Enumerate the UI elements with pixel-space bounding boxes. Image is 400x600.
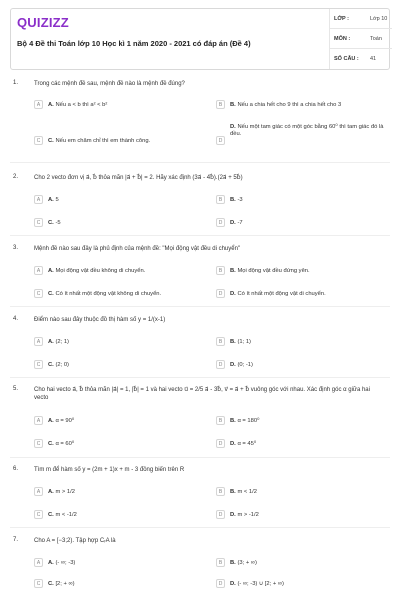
option-letter: D	[216, 218, 225, 227]
option-label: D.	[230, 362, 236, 368]
question-divider	[10, 377, 390, 378]
option-text: (0; -1)	[237, 362, 253, 368]
option-label: B.	[230, 102, 236, 108]
question-number: 2.	[13, 174, 19, 180]
option-label: D.	[230, 220, 236, 226]
option-label: D.	[230, 441, 236, 447]
option-letter: B	[216, 195, 225, 204]
meta-row-subject	[330, 29, 392, 49]
option-letter: A	[34, 487, 43, 496]
option-letter: D	[216, 510, 225, 519]
option-text: 5	[55, 197, 59, 203]
option-text: Nếu một tam giác có một góc bằng 60⁰ thì tam giác đó là đều.	[230, 124, 384, 137]
meta-key: LỚP :	[334, 16, 349, 22]
option-text: Có ít nhất một động vật di chuyển.	[237, 291, 326, 297]
option-letter: C	[34, 218, 43, 227]
option-letter: B	[216, 266, 225, 275]
option-letter: D	[216, 439, 225, 448]
option-letter: C	[34, 439, 43, 448]
option-label: B.	[230, 268, 236, 274]
option-letter: D	[216, 136, 225, 145]
option-text: m > -1/2	[237, 512, 259, 518]
option-letter: A	[34, 266, 43, 275]
question-2	[10, 174, 392, 234]
option-label: D.	[230, 512, 236, 518]
question-1	[10, 80, 392, 150]
question-divider	[10, 527, 390, 528]
option-text: α = 180⁰	[237, 418, 260, 424]
option-text: Nếu a chia hết cho 9 thì a chia hết cho 3	[237, 102, 342, 108]
question-text: Mệnh đề nào sau đây là phủ định của mệnh đề: "Mọi động vật đều di chuyển"	[34, 246, 241, 252]
meta-table	[329, 9, 391, 69]
option-label: A.	[48, 339, 54, 345]
option-text: Mọi động vật đều đứng yên.	[237, 268, 310, 274]
option-text: m < -1/2	[55, 512, 77, 518]
option-text: -3	[237, 197, 243, 203]
option-label: C.	[48, 512, 54, 518]
question-text: Cho A = [−3;2). Tập hợp CᵣA là	[34, 538, 116, 544]
option-letter: B	[216, 558, 225, 567]
option-text: [2; + ∞)	[55, 581, 75, 587]
worksheet-header	[10, 8, 390, 70]
option-label: B.	[230, 418, 236, 424]
option-label: C.	[48, 138, 54, 144]
question-number: 4.	[13, 316, 19, 322]
option-label: A.	[48, 268, 54, 274]
option-text: (- ∞; -3)	[55, 560, 76, 566]
option-label: C.	[48, 362, 54, 368]
option-label: C.	[48, 441, 54, 447]
option-text: (3; + ∞)	[237, 560, 257, 566]
option-text: α = 90⁰	[55, 418, 75, 424]
option-text: α = 60⁰	[55, 441, 75, 447]
option-text: m > 1/2	[55, 489, 75, 495]
option-text: (- ∞; -3) ∪ [2; + ∞)	[237, 581, 284, 587]
option-label: D.	[230, 291, 236, 297]
question-number: 1.	[13, 80, 19, 86]
option-text: -5	[55, 220, 61, 226]
option-label: B.	[230, 560, 236, 566]
option-label: A.	[48, 560, 54, 566]
question-text: Tìm m để hàm số y = (2m + 1)x + m - 3 đồng biến trên R	[34, 467, 185, 473]
question-6	[10, 466, 392, 522]
option-label: A.	[48, 197, 54, 203]
option-letter: C	[34, 289, 43, 298]
option-letter: B	[216, 337, 225, 346]
option-letter: D	[216, 579, 225, 588]
question-number: 6.	[13, 466, 19, 472]
option-label: C.	[48, 220, 54, 226]
option-letter: D	[216, 360, 225, 369]
meta-key: SỐ CÂU :	[334, 56, 359, 62]
option-label: A.	[48, 489, 54, 495]
option-text: (2; 1)	[55, 339, 69, 345]
question-text: Cho 2 vecto đơn vị a⃗, b⃗ thỏa mãn |a⃗ + b⃗| = 2. Hãy xác định (3a⃗ - 4b⃗).(2a⃗ + 5b⃗)	[34, 175, 243, 181]
option-letter: A	[34, 195, 43, 204]
option-text: Có ít nhất một động vật không di chuyển.	[55, 291, 162, 297]
meta-row-count	[330, 49, 392, 69]
option-letter: D	[216, 289, 225, 298]
option-letter: A	[34, 558, 43, 567]
option-letter: A	[34, 337, 43, 346]
option-label: B.	[230, 197, 236, 203]
option-text: (1; 1)	[237, 339, 251, 345]
option-text: α = 45⁰	[237, 441, 257, 447]
option-label: B.	[230, 489, 236, 495]
meta-row-class	[330, 9, 392, 29]
quizizz-logo: QUIZIZZ	[17, 15, 69, 30]
question-3	[10, 245, 392, 301]
question-text: Điểm nào sau đây thuộc đồ thị hàm số y = 1/(x-1)	[34, 317, 166, 323]
option-text: Nếu em chăm chỉ thì em thành công.	[55, 138, 151, 144]
question-divider	[10, 306, 390, 307]
question-number: 3.	[13, 245, 19, 251]
question-number: 5.	[13, 386, 19, 392]
option-letter: B	[216, 416, 225, 425]
option-label: A.	[48, 102, 54, 108]
option-text: Nếu a < b thì a² < b²	[55, 102, 108, 108]
option-letter: C	[34, 360, 43, 369]
option-label: D.	[230, 124, 236, 130]
option-label: D.	[230, 581, 236, 587]
meta-value: Toán	[370, 36, 382, 42]
option-letter: C	[34, 136, 43, 145]
option-label: A.	[48, 418, 54, 424]
option-text: m < 1/2	[237, 489, 257, 495]
option-letter: B	[216, 487, 225, 496]
option-text: Mọi động vật đều không di chuyển.	[55, 268, 146, 274]
option-text: -7	[237, 220, 243, 226]
option-letter: C	[34, 579, 43, 588]
option-letter: A	[34, 100, 43, 109]
question-5	[10, 386, 392, 452]
option-letter: B	[216, 100, 225, 109]
question-divider	[10, 162, 390, 163]
question-text: Cho hai vecto a⃗, b⃗ thỏa mãn |a⃗| = 1, |b⃗| = 1 và hai vecto u⃗ = 2/5 a⃗ - 3b⃗, v⃗ = a⃗ + b⃗ vuông góc với nhau. Xác định góc α giữa hai vecto	[34, 387, 370, 401]
option-label: C.	[48, 291, 54, 297]
option-label: B.	[230, 339, 236, 345]
document-title: Bộ 4 Đề thi Toán lớp 10 Học kì 1 năm 2020 - 2021 có đáp án (Đề 4)	[17, 39, 251, 48]
question-4	[10, 316, 392, 372]
meta-value: 41	[370, 56, 377, 62]
option-label: C.	[48, 581, 54, 587]
option-letter: A	[34, 416, 43, 425]
question-divider	[10, 457, 390, 458]
question-7	[10, 537, 392, 593]
question-divider	[10, 235, 390, 236]
question-text: Trong các mệnh đề sau, mệnh đề nào là mệnh đề đúng?	[34, 81, 185, 87]
option-letter: C	[34, 510, 43, 519]
meta-key: MÔN :	[334, 36, 351, 42]
question-number: 7.	[13, 537, 19, 543]
meta-value: Lớp 10	[370, 16, 388, 22]
option-text: (2; 0)	[55, 362, 69, 368]
